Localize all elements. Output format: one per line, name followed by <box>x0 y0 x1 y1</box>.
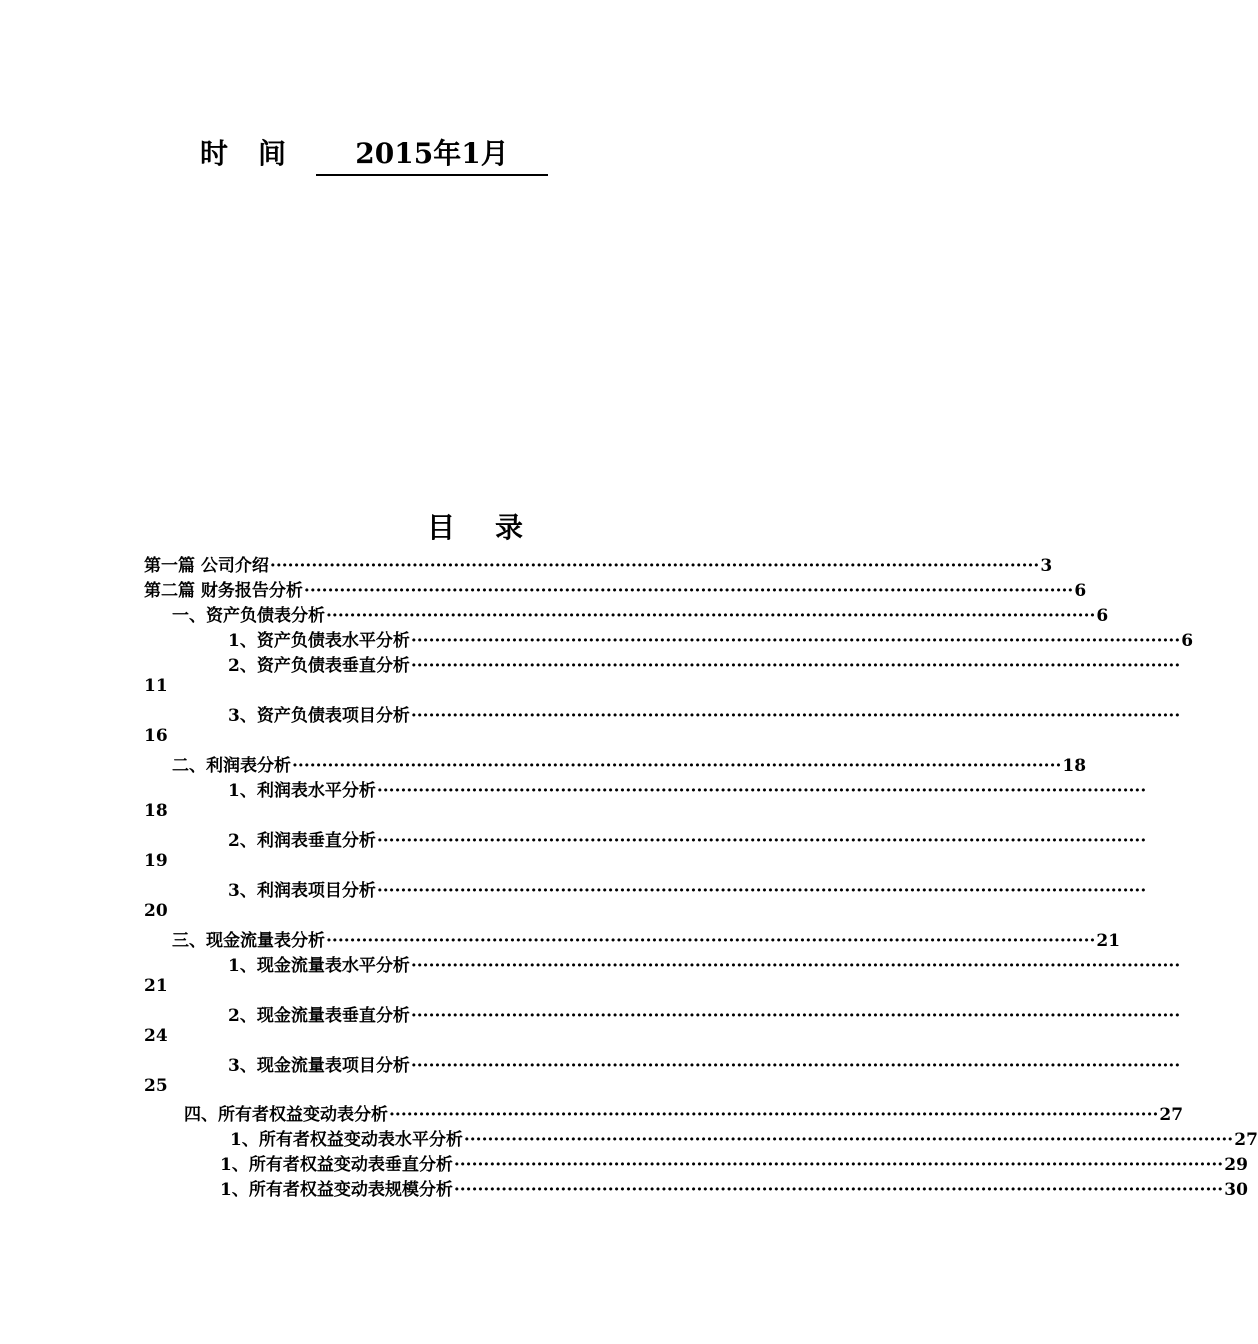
toc-leader: ·································································································································· <box>410 1056 1181 1076</box>
toc-entry-page: 21 <box>144 976 168 996</box>
toc-entry-text: 一、资产负债表分析 <box>172 606 325 626</box>
toc-entry-part-2[interactable] <box>144 576 1087 601</box>
toc-entry-text: 1、所有者权益变动表水平分析 <box>230 1130 463 1150</box>
toc-leader: ·································································································································· <box>410 706 1181 726</box>
toc-leader: ·································································································································· <box>410 631 1181 651</box>
toc-entry-text: 1、利润表水平分析 <box>228 781 376 801</box>
toc-leader: ·································································································································· <box>453 1155 1224 1175</box>
toc-entry-text: 3、资产负债表项目分析 <box>228 706 410 726</box>
toc-entry-text: 第二篇 财务报告分析 <box>144 581 303 601</box>
toc-title: 目录 <box>426 511 563 544</box>
toc-entry-page: 3 <box>1040 556 1053 576</box>
toc-entry-part-1[interactable] <box>144 551 1053 576</box>
toc-leader: ·································································································································· <box>410 1006 1181 1026</box>
toc-entry-4-3[interactable] <box>220 1175 1248 1200</box>
toc-leader: ·································································································································· <box>326 606 1096 626</box>
toc-entry-3-3[interactable] <box>228 1051 1181 1076</box>
toc-entry-page: 30 <box>1224 1180 1248 1200</box>
toc-entry-text: 三、现金流量表分析 <box>172 931 325 951</box>
toc-leader: ·································································································································· <box>269 556 1040 576</box>
toc-entry-3-2[interactable] <box>228 1001 1181 1026</box>
toc-entry-page: 11 <box>144 676 168 696</box>
toc-entry-1-3[interactable] <box>228 701 1181 726</box>
toc-entry-2-1[interactable] <box>228 776 1147 801</box>
toc-entry-page: 18 <box>144 801 168 821</box>
toc-leader: ·································································································································· <box>376 831 1147 851</box>
toc-entry-text: 1、所有者权益变动表规模分析 <box>220 1180 453 1200</box>
toc-entry-page: 27 <box>1234 1130 1258 1150</box>
toc-entry-text: 2、现金流量表垂直分析 <box>228 1006 410 1026</box>
toc-leader: ·································································································································· <box>453 1180 1224 1200</box>
toc-leader: ·································································································································· <box>389 1105 1159 1125</box>
toc-entry-page: 27 <box>1159 1105 1184 1125</box>
toc-entry-3-1[interactable] <box>228 951 1181 976</box>
date-label: 时间 <box>200 137 317 170</box>
toc-entry-text: 二、利润表分析 <box>172 756 291 776</box>
toc-entry-page: 29 <box>1224 1155 1248 1175</box>
toc-entry-page: 18 <box>1062 756 1087 776</box>
toc-entry-page: 6 <box>1074 581 1087 601</box>
toc-entry-text: 第一篇 公司介绍 <box>144 556 269 576</box>
toc-leader: ·································································································································· <box>376 781 1147 801</box>
toc-entry-section-4[interactable] <box>184 1100 1184 1125</box>
toc-leader: ·································································································································· <box>303 581 1074 601</box>
toc-leader: ·································································································································· <box>410 956 1181 976</box>
toc-leader: ·································································································································· <box>376 881 1147 901</box>
toc-entry-page: 6 <box>1096 606 1109 626</box>
toc-entry-text: 2、利润表垂直分析 <box>228 831 376 851</box>
toc-entry-2-2[interactable] <box>228 826 1147 851</box>
toc-entry-text: 3、现金流量表项目分析 <box>228 1056 410 1076</box>
toc-entry-page: 20 <box>144 901 168 921</box>
toc-entry-text: 四、所有者权益变动表分析 <box>184 1105 388 1125</box>
toc-entry-text: 2、资产负债表垂直分析 <box>228 656 410 676</box>
toc-entry-page: 24 <box>144 1026 168 1046</box>
toc-leader: ·································································································································· <box>326 931 1096 951</box>
toc-entry-section-2[interactable] <box>172 751 1087 776</box>
toc-entry-2-3[interactable] <box>228 876 1147 901</box>
toc-entry-section-1[interactable] <box>172 601 1109 626</box>
toc-entry-page: 16 <box>144 726 168 746</box>
toc-entry-page: 19 <box>144 851 168 871</box>
toc-entry-1-2[interactable] <box>228 651 1181 676</box>
toc-leader: ·································································································································· <box>292 756 1062 776</box>
toc-entry-1-1[interactable] <box>228 626 1194 651</box>
date-value: 2015年1月 <box>316 132 548 176</box>
toc-entry-text: 1、现金流量表水平分析 <box>228 956 410 976</box>
toc-entry-text: 1、所有者权益变动表垂直分析 <box>220 1155 453 1175</box>
toc-entry-text: 1、资产负债表水平分析 <box>228 631 410 651</box>
toc-entry-text: 3、利润表项目分析 <box>228 881 376 901</box>
toc-entry-page: 6 <box>1181 631 1194 651</box>
toc-entry-page: 25 <box>144 1076 168 1096</box>
toc-leader: ·································································································································· <box>463 1130 1234 1150</box>
toc-entry-4-1[interactable] <box>230 1125 1258 1150</box>
toc-entry-section-3[interactable] <box>172 926 1121 951</box>
toc-entry-4-2[interactable] <box>220 1150 1248 1175</box>
toc-leader: ·································································································································· <box>410 656 1181 676</box>
toc-entry-page: 21 <box>1096 931 1121 951</box>
